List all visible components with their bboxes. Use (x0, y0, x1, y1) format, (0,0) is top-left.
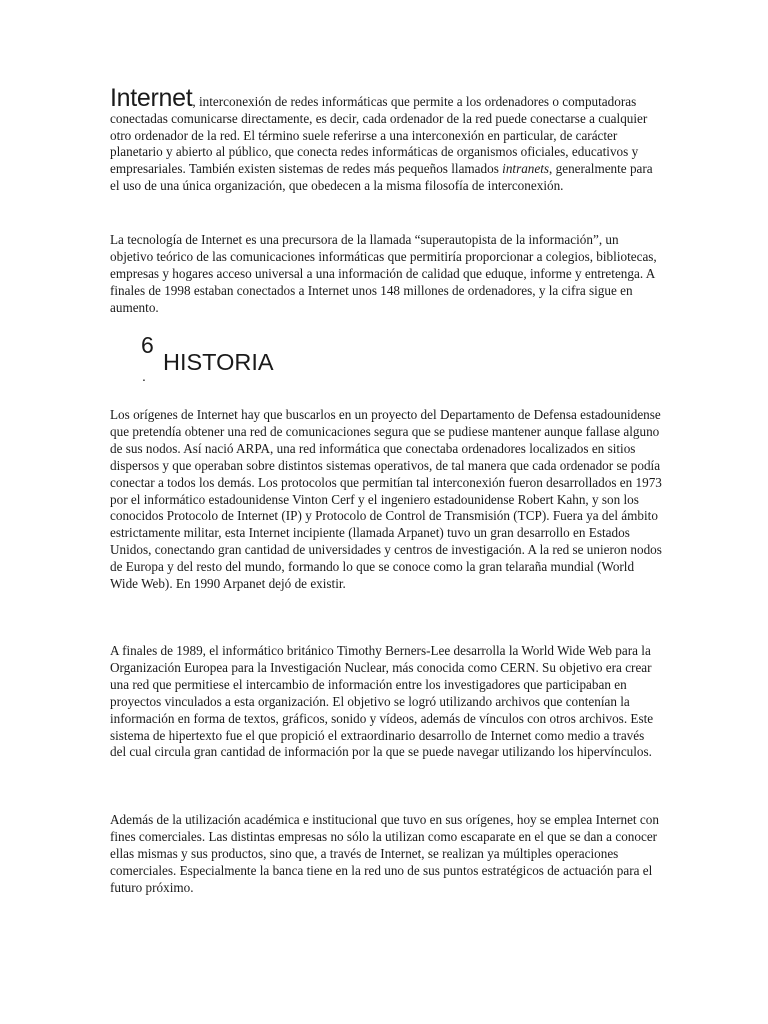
section-number-dot: . (142, 368, 146, 384)
intro-paragraph (110, 84, 662, 195)
section-number: 6 (141, 332, 154, 358)
paragraph-origenes: Los orígenes de Internet hay que buscarlos en un proyecto del Departamento de Defensa estadounidense que pretendía obtener una red de comunicaciones segura que se pudiese mantener aunque fallase alguno de sus nodos. Así nació ARPA, una red informática que conectaba ordenadores localizados en sitios dispersos y que operaban sobre distintos sistemas operativos, de tal manera que cada ordenador se podía conectar a todos los demás. Los protocolos que permitían tal interconexión fueron desarrollados en 1973 por el informático estadounidense Vinton Cerf y el ingeniero estadounidense Robert Kahn, y son los conocidos Protocolo de Internet (IP) y Protocolo de Control de Transmisión (TCP). Fuera ya del ámbito estrictamente militar, esta Internet incipiente (llamada Arpanet) tuvo un gran desarrollo en Estados Unidos, conectando gran cantidad de universidades y centros de investigación. A la red se unieron nodos de Europa y del resto del mundo, formando lo que se conoce como la gran telaraña mundial (World Wide Web). En 1990 Arpanet dejó de existir. (110, 407, 662, 592)
paragraph-superautopista: La tecnología de Internet es una precursora de la llamada “superautopista de la información”, un objetivo teórico de las comunicaciones informáticas que permitiría proporcionar a colegios, bibliotecas, empresas y hogares acceso universal a una información de calidad que eduque, informe y entretenga. A finales de 1998 estaban conectados a Internet unos 148 millones de ordenadores, y la cifra sigue en aumento. (110, 232, 657, 315)
paragraph-world-wide-web: A finales de 1989, el informático británico Timothy Berners-Lee desarrolla la World Wide Web para la Organización Europea para la Investigación Nuclear, más conocida como CERN. Su objetivo era crear una red que permitiese el intercambio de información entre los investigadores que participaban en proyectos vinculados a esta organización. El objetivo se logró utilizando archivos que contenían la información en forma de textos, gráficos, sonido y vídeos, además de vínculos con otros archivos. Este sistema de hipertexto fue el que propició el extraordinario desarrollo de Internet como medio a través del cual circula gran cantidad de información por la que se puede navegar utilizando los hipervínculos. (110, 643, 654, 760)
lead-word-internet: Internet (110, 84, 193, 112)
intranets-term: intranets (502, 161, 550, 177)
intro-text-part-1: , interconexión de redes informáticas que permite a los ordenadores o computadoras conectadas comunicarse directamente, es decir, cada ordenador de la red puede conectarse a cualquier otro ordenador de la red. El término suele referirse a una interconexión en particular, de carácter planetario y abierto al público, que conecta redes informáticas de organismos oficiales, educativos y empresariales. También existen sistemas de redes más pequeños llamados (110, 94, 648, 177)
section-title: HISTORIA (163, 349, 274, 375)
paragraph-uso-comercial: Además de la utilización académica e institucional que tuvo en sus orígenes, hoy se emplea Internet con fines comerciales. Las distintas empresas no sólo la utilizan como escaparate en el que se dan a conocer ellas mismas y sus productos, sino que, a través de Internet, se realizan ya múltiples operaciones comerciales. Especialmente la banca tiene en la red uno de sus puntos estratégicos de actuación para el futuro próximo. (110, 812, 659, 895)
intro-text-part-2: , generalmente para el uso de una única organización, que obedecen a la misma filosofía de interconexión. (110, 161, 653, 193)
